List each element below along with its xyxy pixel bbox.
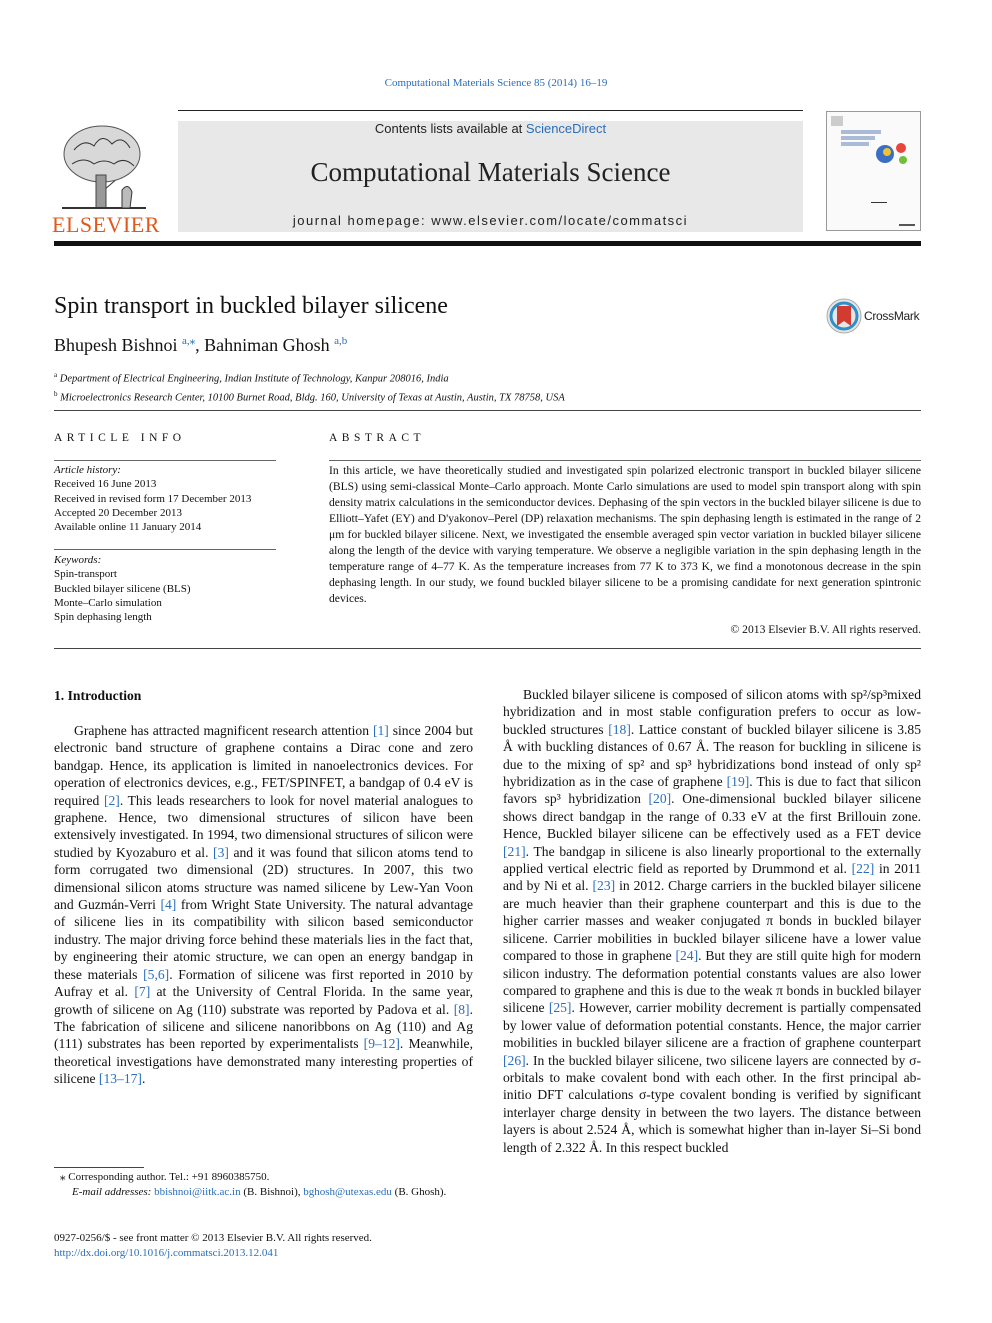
- body-text: at the University of Central Florida. In the same year, growth of silicene on Ag (110) substrate was reported by Padova et al.: [54, 984, 473, 1017]
- crossmark-label: CrossMark: [864, 309, 920, 323]
- citation-link[interactable]: [1]: [372, 723, 389, 738]
- keyword-item: Spin-transport: [54, 568, 117, 581]
- affiliation-item: [54, 368, 565, 387]
- page-footer: [54, 1231, 504, 1260]
- journal-masthead: [178, 121, 803, 232]
- section-heading-introduction: 1. Introduction: [54, 688, 142, 703]
- email-label: E-mail addresses:: [72, 1186, 155, 1198]
- abstract-text: In this article, we have theoretically studied and investigated spin polarized electronic transport in buckled bilayer silicene (BLS) using semi-classical Monte–Carlo approach. Monte Carlo simulations are used to model spin transport along with spin density matrix calculations in the semiconductor devices. Dephasing of the spin vectors in the buckled bilayer silicene is due to Elliott–Yafet (EY) and D'yakonov–Perel (DP) relaxation mechanisms. The spin dephasing length is estimated in the range of 2 μm for buckled bilayer silicene. Next, we investigated the ensemble averaged spin vector variation in buckled bilayer silicene along the length of the device with varying temperature. We observe a negligible variation in the spin dephasing length in the temperature range of 4–77 K. As the temperature increases from 77 K to 373 K, we find a monotonous decrease in the spin dephasing length. In our study, we found buckled bilayer silicene to be a promising candidate for next generation spintronic devices.: [329, 464, 921, 605]
- footnote-rule: [54, 1167, 144, 1168]
- author-affiliation-mark[interactable]: a,b: [334, 335, 348, 347]
- citation-link[interactable]: [22]: [851, 861, 875, 877]
- citation-link[interactable]: [7]: [134, 984, 151, 1000]
- body-text: in 2012. Charge carriers in the buckled bilayer silicene are much heavier than their graphene counterpart and this is due to the higher carrier masses and weaker conjugated π bonds in buckled bilayer silicene. Carrier mobilities in buckled bilayer silicene have a lower value compared to those in graphene: [503, 878, 922, 964]
- citation-link[interactable]: [8]: [453, 1001, 470, 1017]
- journal-cover-thumbnail[interactable]: [826, 111, 921, 231]
- body-text: . This is due to fact that silicon favors sp³ hybridization: [503, 774, 921, 807]
- body-text: .: [141, 1071, 146, 1087]
- keyword-item: Spin dephasing length: [54, 611, 152, 624]
- history-item: Accepted 20 December 2013: [54, 506, 182, 519]
- body-text: . This leads researchers to look for novel material analogues to graphene. Hence, two dimensional structures of silicon have been extensively investigated. In 1994, two dimensional structures of silicon were studied by Kyozaburo et al.: [54, 792, 473, 860]
- abstract-bottom-rule: [54, 648, 921, 649]
- author-affiliation-mark[interactable]: a,⁎: [182, 335, 196, 347]
- cover-graphic-icon: [873, 138, 913, 168]
- abstract-copyright: © 2013 Elsevier B.V. All rights reserved.: [730, 623, 921, 636]
- affiliations: [54, 368, 565, 405]
- elsevier-logo: [52, 120, 160, 237]
- email-link-ghosh[interactable]: bghosh@utexas.edu: [303, 1186, 392, 1198]
- email-link-bishnoi[interactable]: bbishnoi@iitk.ac.in: [154, 1186, 241, 1198]
- elsevier-tree-icon: [52, 120, 156, 210]
- author-name[interactable]: Bahniman Ghosh: [204, 335, 330, 355]
- body-text: since 2004 but electronic band structure of graphene contains a Dirac cone and zero bandgap. Hence, its application is limited in nanoelectronics devices. For operation of electronics devices, e.g., FET/SPINFET, a bandgap of 0.4 eV is required: [54, 723, 473, 808]
- body-text: . However, carrier mobility decrement is partially compensated by lower value of deformation potential constants. Hence, the major carrier mobilities in buckled bilayer silicene are a fraction of graphene counterpart: [503, 1000, 921, 1051]
- journal-homepage: [178, 213, 803, 228]
- crossmark-badge[interactable]: [826, 297, 926, 335]
- affiliation-mark: b: [54, 389, 58, 398]
- body-text: . One-dimensional buckled bilayer silicene shows direct bandgap in the range of 0.33 eV at the first Brillouin zone. Hence, Buckled bilayer silicene can be effectively used as a FET device: [503, 791, 922, 842]
- email-line: [54, 1185, 473, 1200]
- keywords-label: Keywords:: [54, 554, 102, 566]
- citation-link[interactable]: [13–17]: [98, 1071, 142, 1087]
- cover-logo-icon: [831, 116, 843, 126]
- top-rule: [178, 110, 803, 111]
- history-item: Received in revised form 17 December 2013: [54, 492, 252, 505]
- article-info-heading: ARTICLE INFO: [54, 432, 186, 444]
- contents-prefix: Contents lists available at: [374, 121, 526, 136]
- citation-link[interactable]: [2]: [103, 792, 120, 808]
- keyword-item: Buckled bilayer silicene (BLS): [54, 582, 191, 595]
- journal-name: Computational Materials Science: [310, 157, 671, 187]
- body-text: . Meanwhile, theoretical investigations have demonstrated many interesting properties of silicene: [54, 1036, 473, 1087]
- affiliation-text: Microelectronics Research Center, 10100 Burnet Road, Bldg. 160, University of Texas at Austin, Austin, TX 78758, USA: [60, 392, 565, 403]
- citation-link[interactable]: [24]: [675, 948, 699, 964]
- body-text: . But they are still quite high for modern silicon industry. The deformation potential constants values are also lower compared to graphene and this is due to the weak π bonds in buckled bilayer silicene: [503, 948, 921, 1016]
- author-list: Bhupesh Bishnoi $^{a,⁎}$, Bahniman Ghosh $^{a,b}$: [54, 335, 348, 355]
- corresponding-author-note: ⁎ Corresponding author. Tel.: +91 8960385750.: [60, 1171, 270, 1183]
- email-owner: (B. Bishnoi),: [240, 1186, 304, 1198]
- citation-link[interactable]: [18]: [608, 721, 631, 737]
- masthead-thick-rule: [54, 241, 921, 246]
- citation-link[interactable]: [23]: [592, 878, 616, 894]
- body-text: . Formation of silicene was first reported in 2010 by Aufray et al.: [54, 966, 473, 1000]
- body-text: . In the buckled bilayer silicene, two silicene layers are connected by σ-orbitals to make covalent bond with each other. In the first principal ab-initio DFT calculations σ-type covalent bonding is verified by significant interlayer charge density in between the two layers. The distance between layers is about 2.524 Å, which is somewhat higher than in-layer Si–Si bond length of 2.322 Å. In this respect buckled: [503, 1052, 921, 1155]
- crossmark-icon: [826, 298, 862, 334]
- body-text: . The fabrication of silicene and silicene nanoribbons on Ag (110) and Ag (111) substrates has been reported by experimentalists: [54, 1001, 473, 1052]
- history-label: Article history:: [54, 464, 121, 476]
- history-item: Received 16 June 2013: [54, 478, 157, 491]
- cover-footer-mark: [899, 224, 915, 226]
- article-history: [54, 463, 284, 534]
- body-text: Buckled bilayer silicene is composed of silicon atoms with sp²/sp³mixed hybridization and in most stable configuration prefers to occur as low-buckled structures: [503, 687, 921, 737]
- abstract-rule: [329, 460, 921, 461]
- citation-link[interactable]: [26]: [503, 1052, 526, 1068]
- keyword-item: Monte–Carlo simulation: [54, 596, 162, 609]
- footnote: [54, 1170, 473, 1200]
- author-name[interactable]: Bhupesh Bishnoi: [54, 335, 178, 355]
- issn-line: 0927-0256/$ - see front matter © 2013 Elsevier B.V. All rights reserved.: [54, 1232, 372, 1244]
- body-text: . The bandgap in silicene is also linearly proportional to the externally applied vertical electric field as reported by Drummond et al.: [503, 843, 921, 877]
- citation-link[interactable]: [20]: [648, 791, 672, 807]
- contents-line: [178, 121, 803, 136]
- email-owner: (B. Ghosh).: [391, 1186, 447, 1198]
- article-title: Spin transport in buckled bilayer silicene: [54, 293, 448, 319]
- citation-link[interactable]: [21]: [503, 843, 526, 859]
- citation-link[interactable]: [5,6]: [143, 966, 170, 982]
- elsevier-wordmark: ELSEVIER: [52, 212, 160, 237]
- body-text: from Wright State University. The natural advantage of silicene lies in its compatibility with silicon based semiconductor industry. The major driving force behind these materials lies in the fact that, by engineering their atomic structure, we can open an energy bandgap in these materials: [54, 897, 473, 982]
- history-item: Available online 11 January 2014: [54, 521, 202, 534]
- affiliation-item: [54, 387, 565, 406]
- citation-link[interactable]: [19]: [726, 774, 750, 790]
- citation-link[interactable]: [3]: [213, 844, 229, 860]
- doi-link[interactable]: http://dx.doi.org/10.1016/j.commatsci.2013.12.041: [54, 1246, 279, 1259]
- body-text: and it was found that silicon atoms tend to form corrugated two dimensional (2D) structures. In 2007, this two dimensional silicon atoms structure was named silicene by Lew-Yan Voon and Guzmán-Verri: [54, 844, 473, 913]
- sciencedirect-link[interactable]: ScienceDirect: [525, 121, 607, 136]
- homepage-url[interactable]: www.elsevier.com/locate/commatsci: [431, 213, 689, 228]
- keywords-list: [54, 553, 284, 624]
- homepage-prefix: journal homepage:: [292, 213, 432, 228]
- article-info-rule: [54, 460, 276, 461]
- affiliation-mark: a: [54, 371, 58, 379]
- header-rule: [54, 410, 921, 411]
- intro-left-column: [54, 722, 473, 1088]
- affiliation-text: Department of Electrical Engineering, Indian Institute of Technology, Kanpur 208016, India: [59, 373, 449, 385]
- abstract-heading: ABSTRACT: [329, 432, 426, 444]
- cover-rule: [871, 202, 887, 203]
- body-text: Graphene has attracted magnificent research attention: [74, 723, 373, 738]
- body-text: in 2011 and by Ni et al.: [503, 861, 921, 894]
- journal-citation[interactable]: Computational Materials Science 85 (2014) 16–19: [384, 77, 608, 89]
- citation-link[interactable]: [25]: [548, 1000, 572, 1016]
- citation-link[interactable]: [9–12]: [363, 1036, 400, 1052]
- keywords-rule: [54, 549, 276, 550]
- body-text: . Lattice constant of buckled bilayer silicene is 3.85 Å with buckling distances of 0.67 Å. The reason for buckling in silicene is due to the mixing of sp² and sp³ hybridizations bond instead of only sp² hybridization as in the case of graphene: [503, 721, 922, 790]
- citation-link[interactable]: [4]: [160, 897, 177, 913]
- intro-right-column: [503, 686, 921, 1156]
